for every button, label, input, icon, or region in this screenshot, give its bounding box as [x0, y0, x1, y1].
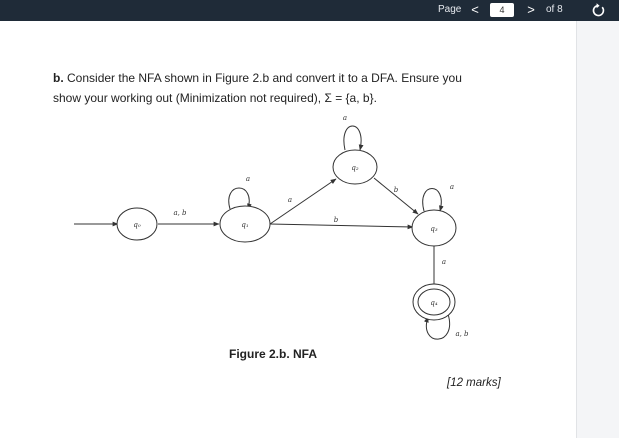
refresh-button[interactable]: [589, 2, 607, 19]
page-number-input[interactable]: [490, 3, 514, 17]
edge-label-q1-q2: a: [287, 196, 293, 204]
edge-label-q1-q3: b: [333, 216, 339, 224]
question-line-2: show your working out (Minimization not required), Σ = {a, b}.: [53, 91, 377, 105]
edge-q1-q3: [270, 224, 413, 227]
edge-label-q0-q1: a, b: [173, 209, 187, 217]
chevron-left-icon[interactable]: <: [471, 2, 479, 17]
loop-q2: [344, 126, 361, 150]
question-text: [53, 68, 523, 108]
state-label-q0: q₀: [133, 221, 141, 229]
state-label-q2: q₂: [351, 164, 359, 172]
loop-q3: [423, 189, 442, 212]
figure-caption: Figure 2.b. NFA: [229, 347, 318, 361]
edge-q2-q3: [374, 178, 418, 214]
marks-label: [12 marks]: [447, 377, 501, 389]
edge-q1-q2: [270, 179, 336, 224]
pdf-toolbar: [0, 0, 619, 21]
question-line-1: [53, 68, 523, 88]
state-label-q1: q₁: [241, 221, 249, 229]
refresh-icon: [589, 2, 607, 19]
loop-label-q3: a: [449, 183, 455, 191]
part-label: b.: [53, 71, 64, 85]
edge-label-q2-q3: b: [393, 186, 399, 194]
state-label-q3: q₃: [430, 225, 438, 233]
state-label-q4: q₄: [430, 299, 438, 307]
question-line-1-text: Consider the NFA shown in Figure 2.b and convert it to a DFA. Ensure you: [67, 71, 462, 85]
nfa-diagram: [60, 113, 510, 353]
page-count-label: of 8: [546, 4, 563, 15]
edge-label-q3-q4: a: [441, 258, 447, 266]
side-panel: [576, 21, 619, 438]
chevron-right-icon[interactable]: >: [527, 2, 535, 17]
document-page: [0, 21, 576, 438]
loop-label-q2: a: [342, 114, 348, 122]
loop-label-q4: a, b: [455, 330, 469, 338]
page-label: Page: [438, 4, 462, 15]
loop-label-q1: a: [245, 175, 251, 183]
